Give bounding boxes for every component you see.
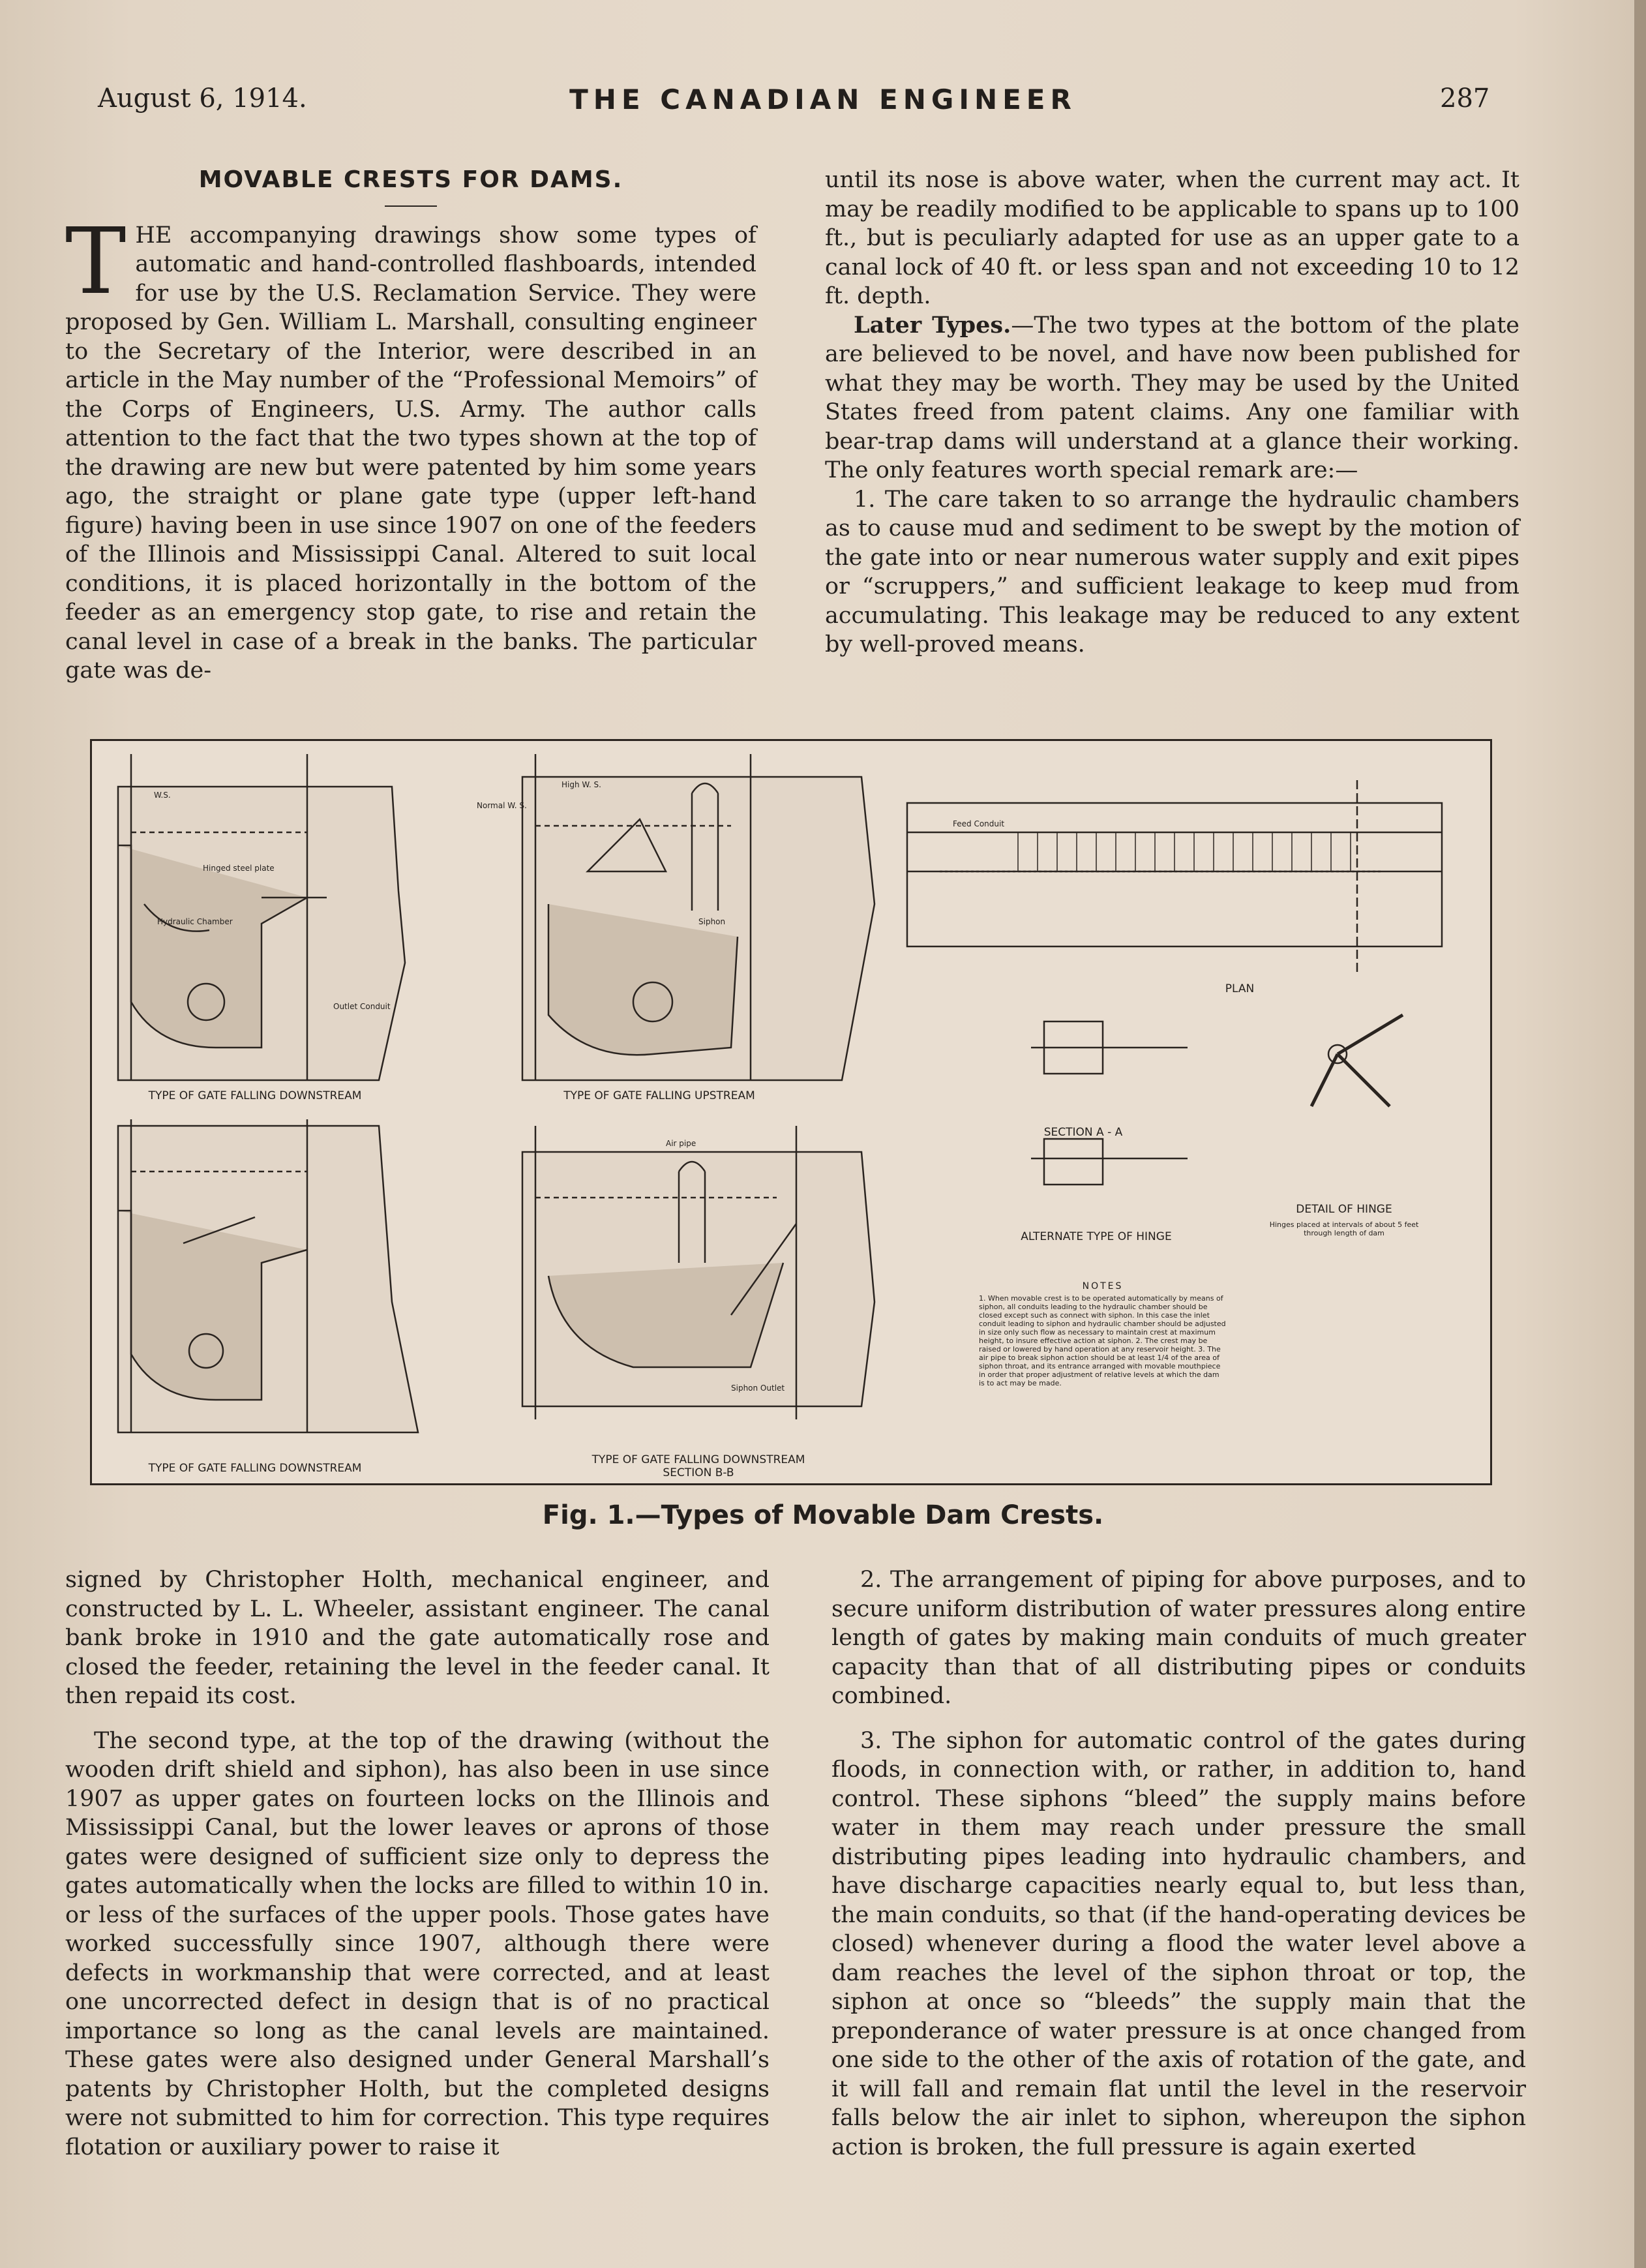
article-column-3 xyxy=(65,1565,770,2162)
panel-label: TYPE OF GATE FALLING UPSTREAM xyxy=(563,1089,755,1102)
panel-label: TYPE OF GATE FALLING DOWNSTREAM xyxy=(148,1462,362,1475)
article-column-1 xyxy=(65,166,756,686)
notes-title: NOTES xyxy=(1082,1281,1124,1292)
article-column-4 xyxy=(831,1565,1526,2162)
paragraph xyxy=(825,311,1519,485)
paragraph: The second type, at the top of the drawing (without the wooden drift shield and siphon), has also been in use since 1907 as upper gates on fourteen locks on the Illinois and Mississippi Canal, but the lower leaves or aprons of those gates were designed of sufficient size only to depress the gates automatically when the locks are filled to within 10 in. or less of the surfaces of the upper pools. Those gates have worked successfully since 1907, although there were defects in workmanship that were corrected, and at least one uncorrected defect in design that is of no practical importance so long as the canal levels are maintained. These gates were also designed under General Marshall’s patents by Christopher Holth, but the completed designs were not submitted to him for correction. This type requires flotation or auxiliary power to raise it xyxy=(65,1727,770,2160)
panel-label: SECTION A - A xyxy=(1043,1126,1123,1139)
paragraph: 1. The care taken to so arrange the hydraulic chambers as to cause mud and sediment to be swept by the motion of the gate into or near numerous water supply and exit pipes or “scruppers,” and sufficient leakage to keep mud from accumulating. This leakage may be reduced to any extent by well-proved means. xyxy=(825,486,1519,658)
small-label: Hydraulic Chamber xyxy=(157,917,233,926)
paragraph: 2. The arrangement of piping for above purposes, and to secure uniform distribution of water pressures along entire length of gates by making main conduits of much greater capacity than that of all distributing pipes or conduits combined. xyxy=(831,1567,1526,1709)
article-column-2 xyxy=(825,166,1519,659)
paragraph: until its nose is above water, when the current may act. It may be readily modified to be applicable to spans up to 100 ft., but is peculiarly adapted for use as an upper gate to a canal lock of 40 ft. or less span and not exceeding 10 to 12 ft. depth. xyxy=(825,167,1519,309)
small-label: Normal W. S. xyxy=(477,801,527,810)
small-label: Feed Conduit xyxy=(953,819,1005,828)
paragraph: signed by Christopher Holth, mechanical engineer, and constructed by L. L. Wheeler, assistant engineer. The canal bank broke in 1910 and the gate automatically rose and closed the feeder, retaining the level in the feeder canal. It then repaid its cost. xyxy=(65,1567,770,1709)
small-label: Outlet Conduit xyxy=(333,1002,391,1011)
panel-label: TYPE OF GATE FALLING DOWNSTREAM xyxy=(148,1089,362,1102)
small-label: Air pipe xyxy=(666,1139,696,1148)
small-label: High W. S. xyxy=(561,780,601,789)
figure-caption: Fig. 1.—Types of Movable Dam Crests. xyxy=(542,1500,1104,1530)
panel-label: TYPE OF GATE FALLING DOWNSTREAM xyxy=(591,1453,805,1466)
panel-label: SECTION B-B xyxy=(663,1466,734,1479)
header-journal-title: THE CANADIAN ENGINEER xyxy=(569,83,1077,115)
small-label: Siphon Outlet xyxy=(731,1383,785,1393)
section-heading: Later Types. xyxy=(854,311,1011,339)
notes-text: 1. When movable crest is to be operated automatically by means of siphon, all conduits leading to the hydraulic chamber should be closed except such as connect with siphon. In this case the inlet conduit leading to siphon and hydraulic chamber should be adjusted in size only such flow as necessary to maintain crest at maximum height, to insure effective action at siphon. 2. The crest may be raised or lowered by hand operation at any reservoir height. 3. The air pipe to break siphon action should be at least 1/4 of the area of siphon throat, and its entrance arranged with movable mouthpiece in order that proper adjustment of relative levels at which the dam is to act may be made. xyxy=(979,1294,1226,1387)
panel-label: DETAIL OF HINGE xyxy=(1296,1203,1392,1216)
page-gutter-shadow xyxy=(1634,0,1646,2268)
header-date: August 6, 1914. xyxy=(98,83,307,113)
drop-cap: T xyxy=(65,208,127,315)
header-page-number: 287 xyxy=(1440,83,1490,113)
paragraph-text: HE accompanying drawings show some types of automatic and hand-controlled flashboards, intended for use by the U.S. Reclamation Service. They were proposed by Gen. William L. Marshall, consulting engineer to the Secretary of the Interior, were described in an article in the May number of the “Professional Memoirs” of the Corps of Engineers, U.S. Army. The author calls attention to the fact that the two types shown at the top of the drawing are new but were patented by him some years ago, the straight or plane gate type (upper left-hand figure) having been in use since 1907 on one of the feeders of the Illinois and Mississippi Canal. Altered to suit local conditions, it is placed horizontally in the bottom of the feeder as an emergency stop gate, to rise and retain the canal level in case of a break in the banks. The particular gate was de- xyxy=(65,222,756,684)
small-label: Siphon xyxy=(698,917,726,926)
paragraph: 3. The siphon for automatic control of the gates during floods, in connection with, or rather, in addition to, hand control. These siphons “bleed” the supply mains before water in them may reach under pressure the small distributing pipes leading into hydraulic chambers, and have discharge capacities nearly equal to, but less than, the main conduits, so that (if the hand-operating devices be closed) whenever during a flood the water level above a dam reaches the level of the siphon throat or top, the siphon at once so “bleeds” the supply main that the preponderance of water pressure is at once changed from one side to the other of the axis of rotation of the gate, and it will fall and remain flat until the level in the reservoir falls below the air inlet to siphon, whereupon the siphon action is broken, the full pressure is again exerted xyxy=(831,1727,1526,2160)
dam-crest-drawings xyxy=(92,741,1494,1487)
panel-label: ALTERNATE TYPE OF HINGE xyxy=(1021,1230,1172,1243)
article-title: MOVABLE CRESTS FOR DAMS. xyxy=(198,166,623,193)
small-label: W.S. xyxy=(154,791,171,800)
paragraph xyxy=(65,208,756,686)
panel-note: Hinges placed at intervals of about 5 feet through length of dam xyxy=(1269,1220,1419,1237)
figure-drawing xyxy=(90,739,1492,1485)
paragraph-text: —The two types at the bottom of the plate are believed to be novel, and have now been published for what they may be worth. They may be used by the United States freed from patent claims. Any one familiar with bear-trap dams will understand at a glance their working. The only features worth special remark are:— xyxy=(825,312,1519,483)
small-label: Hinged steel plate xyxy=(203,864,275,873)
title-rule xyxy=(385,205,437,207)
panel-label: PLAN xyxy=(1225,982,1255,995)
